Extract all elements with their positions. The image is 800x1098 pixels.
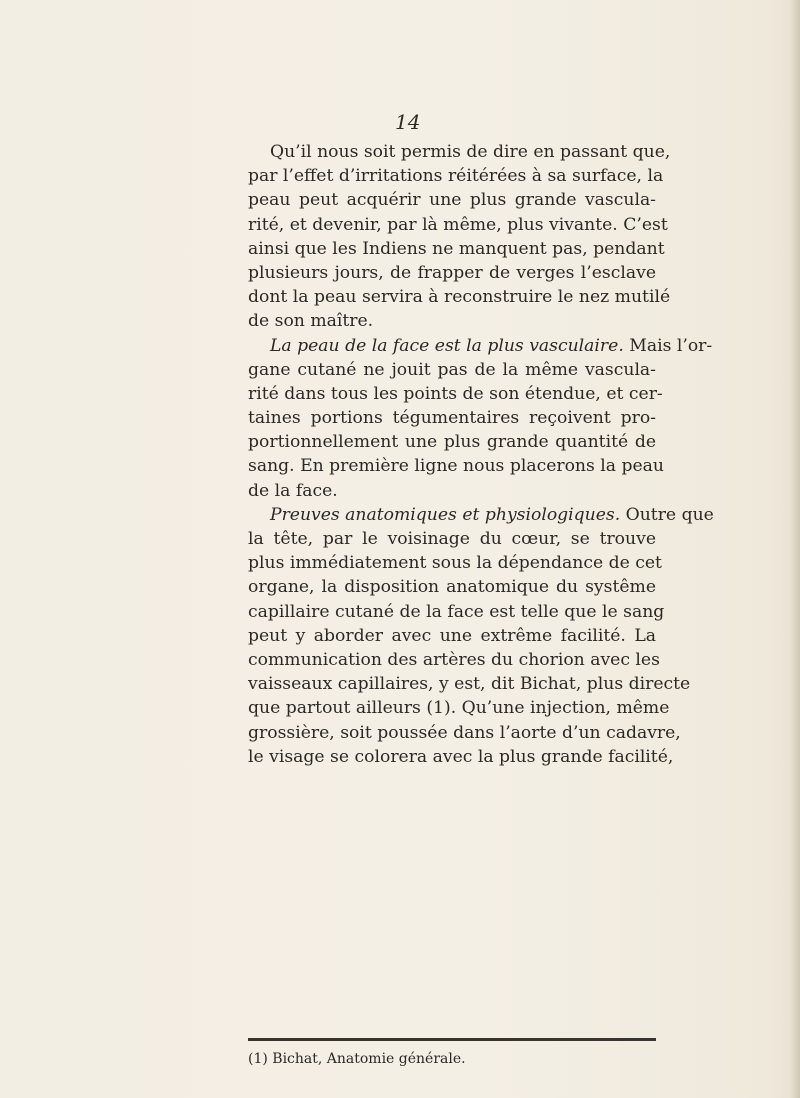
section-heading: La peau de la face est la plus vasculaire. — [270, 335, 624, 356]
text-line: de la face. — [248, 480, 338, 501]
text-line: gane cutané ne jouit pas de la même vascula- — [248, 359, 656, 380]
section-heading: Preuves anatomiques et physiologiques. — [270, 504, 621, 525]
text-line: peau peut acquérir une plus grande vascula- — [248, 190, 656, 211]
text-line: la tête, par le voisinage du cœur, se trouve — [248, 529, 656, 549]
text-line: de son maître. — [248, 311, 374, 332]
body-text — [248, 140, 714, 769]
text-line: communication des artères du chorion avec les — [248, 649, 660, 670]
text-line: dont la peau servira à reconstruire le nez mutilé — [248, 287, 671, 308]
page-edge-shadow — [790, 0, 800, 1098]
footnote-divider — [248, 1038, 656, 1041]
text-run: Outre que — [620, 504, 714, 525]
text-line — [248, 334, 713, 358]
text-line: que partout ailleurs (1). Qu’une injection, même — [248, 698, 670, 719]
text-line: portionnellement une plus grande quantité de — [248, 432, 656, 453]
text-line: Qu’il nous soit permis de dire en passant que, — [270, 142, 671, 162]
paragraph-2 — [248, 334, 713, 503]
text-line: le visage se colorera avec la plus grande facilité, — [248, 746, 674, 767]
text-line: capillaire cutané de la face est telle que le sang — [248, 601, 665, 622]
text-line: ainsi que les Indiens ne manquent pas, pendant — [248, 238, 665, 259]
text-line: grossière, soit poussée dans l’aorte d’un cadavre, — [248, 722, 681, 743]
text-run: Mais l’or- — [623, 335, 713, 356]
text-line: plus immédiatement sous la dépendance de cet — [248, 553, 662, 574]
text-line: rité, et devenir, par là même, plus vivante. C’est — [248, 214, 668, 235]
page-number: 14 — [395, 110, 421, 134]
text-line: rité dans tous les points de son étendue, et cer- — [248, 383, 663, 404]
footnote: (1) Bichat, Anatomie générale. — [248, 1051, 466, 1067]
paragraph-3 — [248, 503, 714, 769]
text-line: par l’effet d’irritations réitérées à sa surface, la — [248, 166, 664, 187]
text-line: organe, la disposition anatomique du systême — [248, 577, 656, 598]
text-line — [248, 503, 714, 527]
text-line: peut y aborder avec une extrême facilité. La — [248, 625, 656, 646]
text-line: sang. En première ligne nous placerons la peau — [248, 456, 664, 477]
text-line: taines portions tégumentaires reçoivent pro- — [248, 408, 656, 429]
text-line: plusieurs jours, de frapper de verges l’esclave — [248, 262, 656, 283]
text-line: vaisseaux capillaires, y est, dit Bichat, plus directe — [248, 674, 691, 695]
paragraph-1 — [248, 140, 671, 334]
